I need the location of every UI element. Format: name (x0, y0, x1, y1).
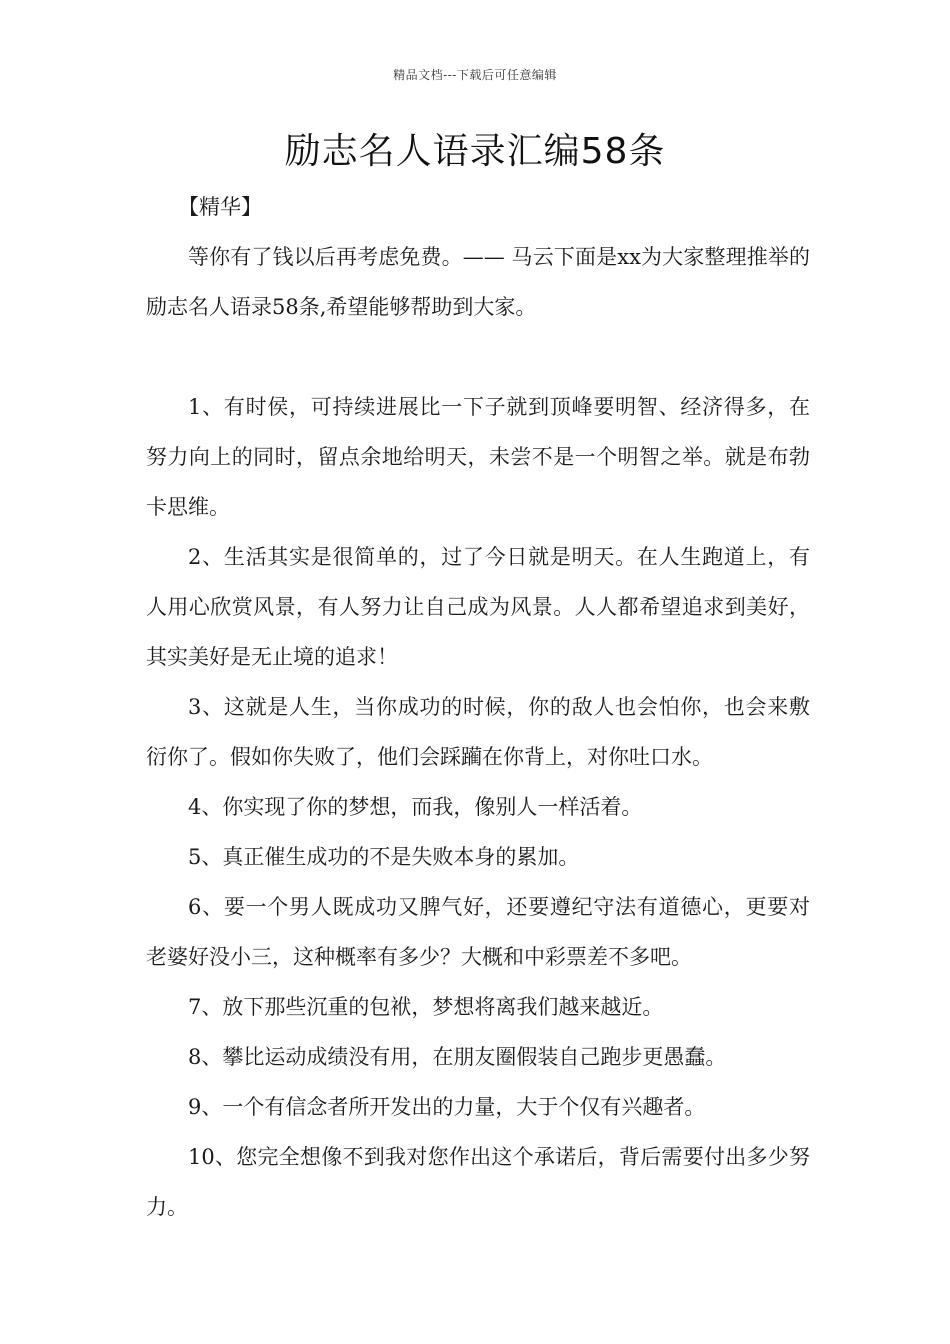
quote-item-2: 2、生活其实是很简单的，过了今日就是明天。在人生跑道上，有人用心欣赏风景，有人努力让自己成为风景。人人都希望追求到美好，其实美好是无止境的追求！ (146, 545, 810, 669)
quote-item-3: 3、这就是人生，当你成功的时候，你的敌人也会怕你，也会来敷衍你了。假如你失败了，他们会踩躏在你背上，对你吐口水。 (146, 695, 810, 769)
document-body (146, 182, 810, 1232)
quote-item-8: 8、攀比运动成绩没有用，在朋友圈假装自己跑步更愚蠢。 (188, 1045, 727, 1069)
quote-item-4: 4、你实现了你的梦想，而我，像别人一样活着。 (188, 795, 643, 819)
intro-paragraph: 等你有了钱以后再考虑免费。—— 马云下面是xx为大家整理推举的励志名人语录58条,希望能够帮助到大家。 (146, 245, 810, 319)
quote-item-6: 6、要一个男人既成功又脾气好，还要遵纪守法有道德心，更要对老婆好没小三，这种概率有多少？大概和中彩票差不多吧。 (146, 895, 810, 969)
quote-item-1: 1、有时侯，可持续进展比一下子就到顶峰要明智、经济得多，在努力向上的同时，留点余地给明天，未尝不是一个明智之举。就是布勃卡思维。 (146, 395, 810, 519)
section-tag: 【精华】 (178, 195, 262, 219)
quote-item-5: 5、真正催生成功的不是失败本身的累加。 (188, 845, 580, 869)
quote-item-9: 9、一个有信念者所开发出的力量，大于个仅有兴趣者。 (188, 1095, 706, 1119)
header-note: 精品文档---下载后可任意编辑 (393, 68, 557, 82)
document-title: 励志名人语录汇编58条 (284, 131, 666, 172)
quote-item-10: 10、您完全想像不到我对您作出这个承诺后，背后需要付出多少努力。 (146, 1145, 810, 1219)
blank-line (146, 332, 810, 382)
quote-item-7: 7、放下那些沉重的包袱，梦想将离我们越来越近。 (188, 995, 664, 1019)
